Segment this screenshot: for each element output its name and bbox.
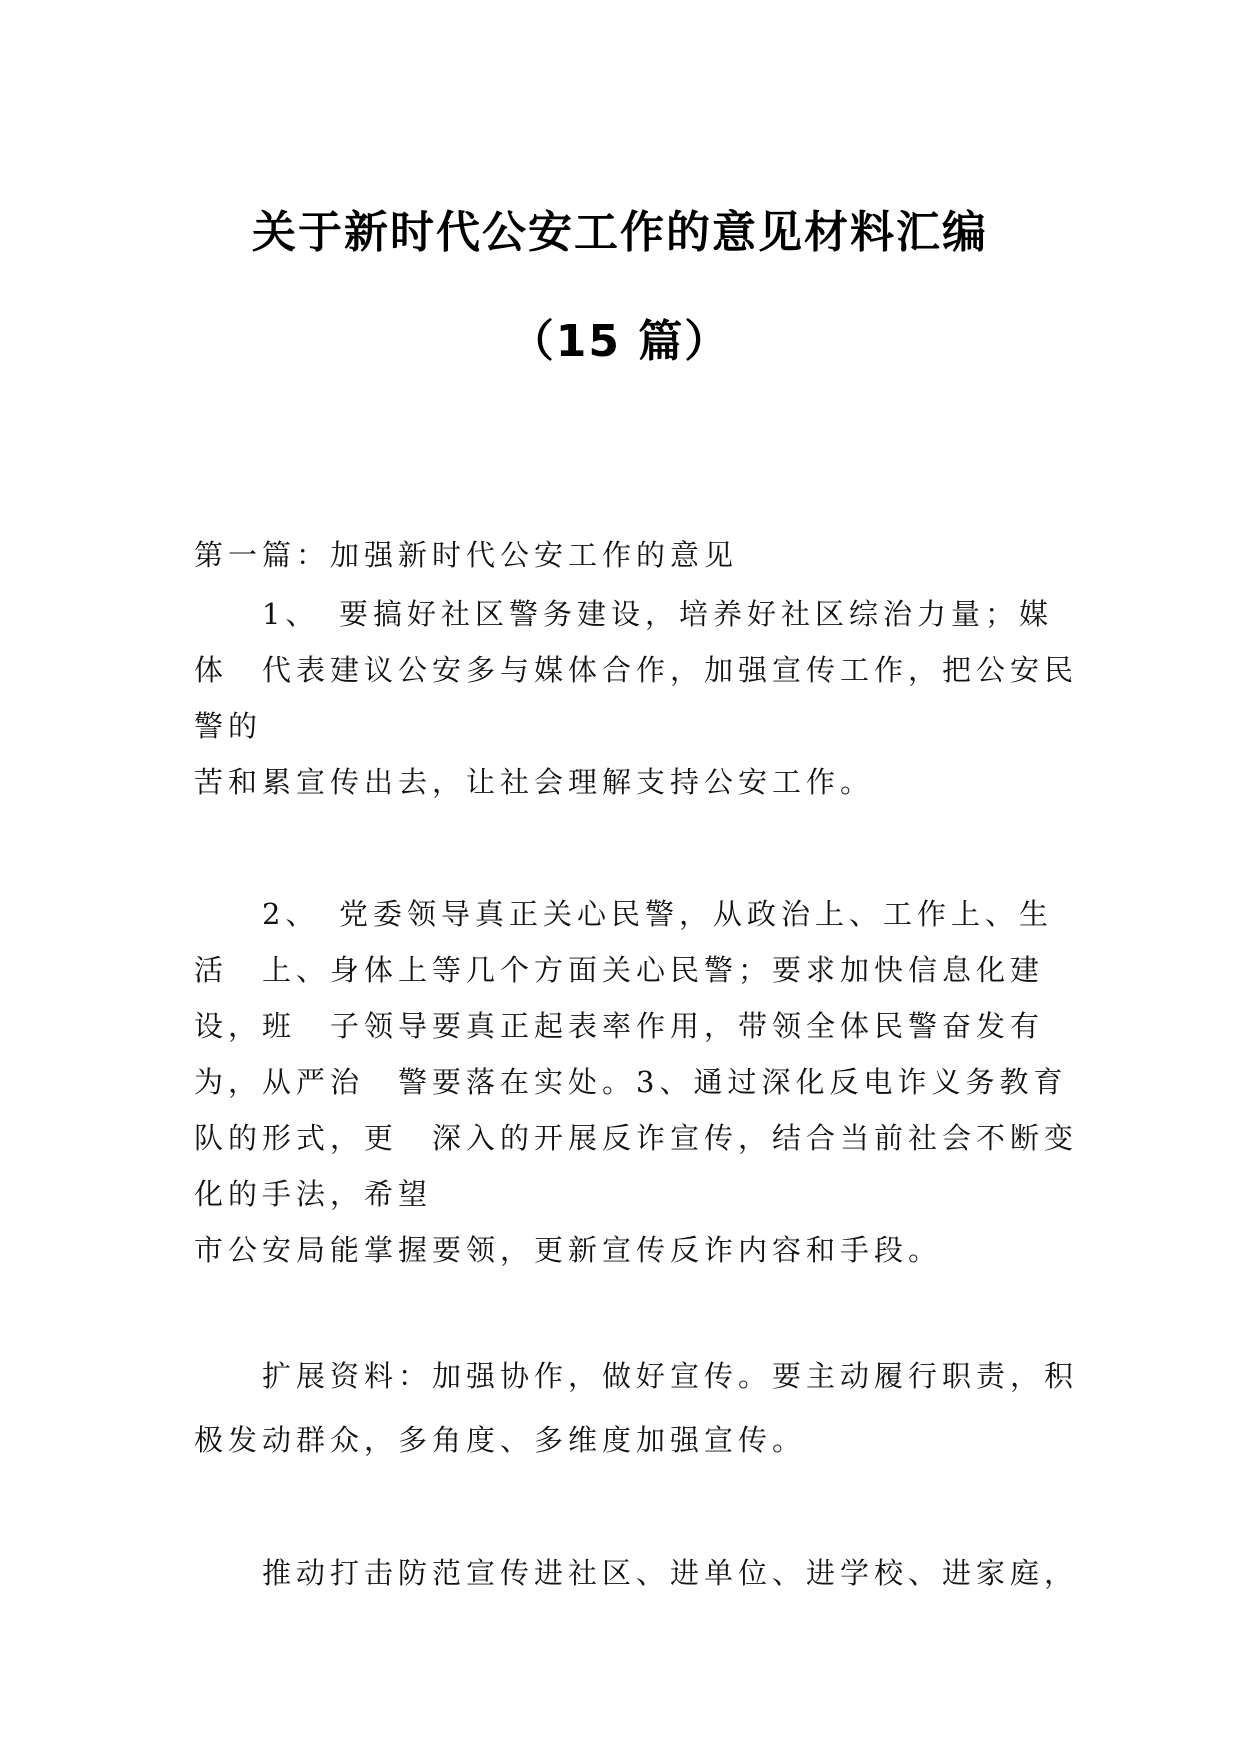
text-line: 推动打击防范宣传进社区、进单位、进学校、进家庭， <box>194 1556 1079 1590</box>
text-line: 化的手法，希望 <box>194 1177 433 1211</box>
document-subtitle: （15 篇） <box>509 316 731 367</box>
document-title: 关于新时代公安工作的意见材料汇编 <box>252 207 988 258</box>
text-line: 苦和累宣传出去，让社会理解支持公安工作。 <box>194 765 875 799</box>
text-line: 市公安局能掌握要领，更新宣传反诈内容和手段。 <box>194 1233 943 1267</box>
text-line: 极发动群众，多角度、多维度加强宣传。 <box>194 1423 807 1457</box>
text-line: 队的形式，更 深入的开展反诈宣传，结合当前社会不断变 <box>194 1121 1079 1155</box>
text-line: 1、 要搞好社区警务建设，培养好社区综治力量；媒 <box>194 597 1053 631</box>
text-line: 扩展资料：加强协作，做好宣传。要主动履行职责，积 <box>194 1359 1079 1393</box>
section-heading: 第一篇：加强新时代公安工作的意见 <box>194 538 739 572</box>
text-line: 警的 <box>194 709 263 743</box>
text-line: 为，从严治 警要落在实处。3、通过深化反电诈义务教育 <box>194 1065 1068 1099</box>
text-line: 体 代表建议公安多与媒体合作，加强宣传工作，把公安民 <box>194 653 1079 687</box>
text-line: 活 上、身体上等几个方面关心民警；要求加快信息化建 <box>194 953 1045 987</box>
text-line: 2、 党委领导真正关心民警，从政治上、工作上、生 <box>194 897 1053 931</box>
text-line: 设，班 子领导要真正起表率作用，带领全体民警奋发有 <box>194 1009 1045 1043</box>
